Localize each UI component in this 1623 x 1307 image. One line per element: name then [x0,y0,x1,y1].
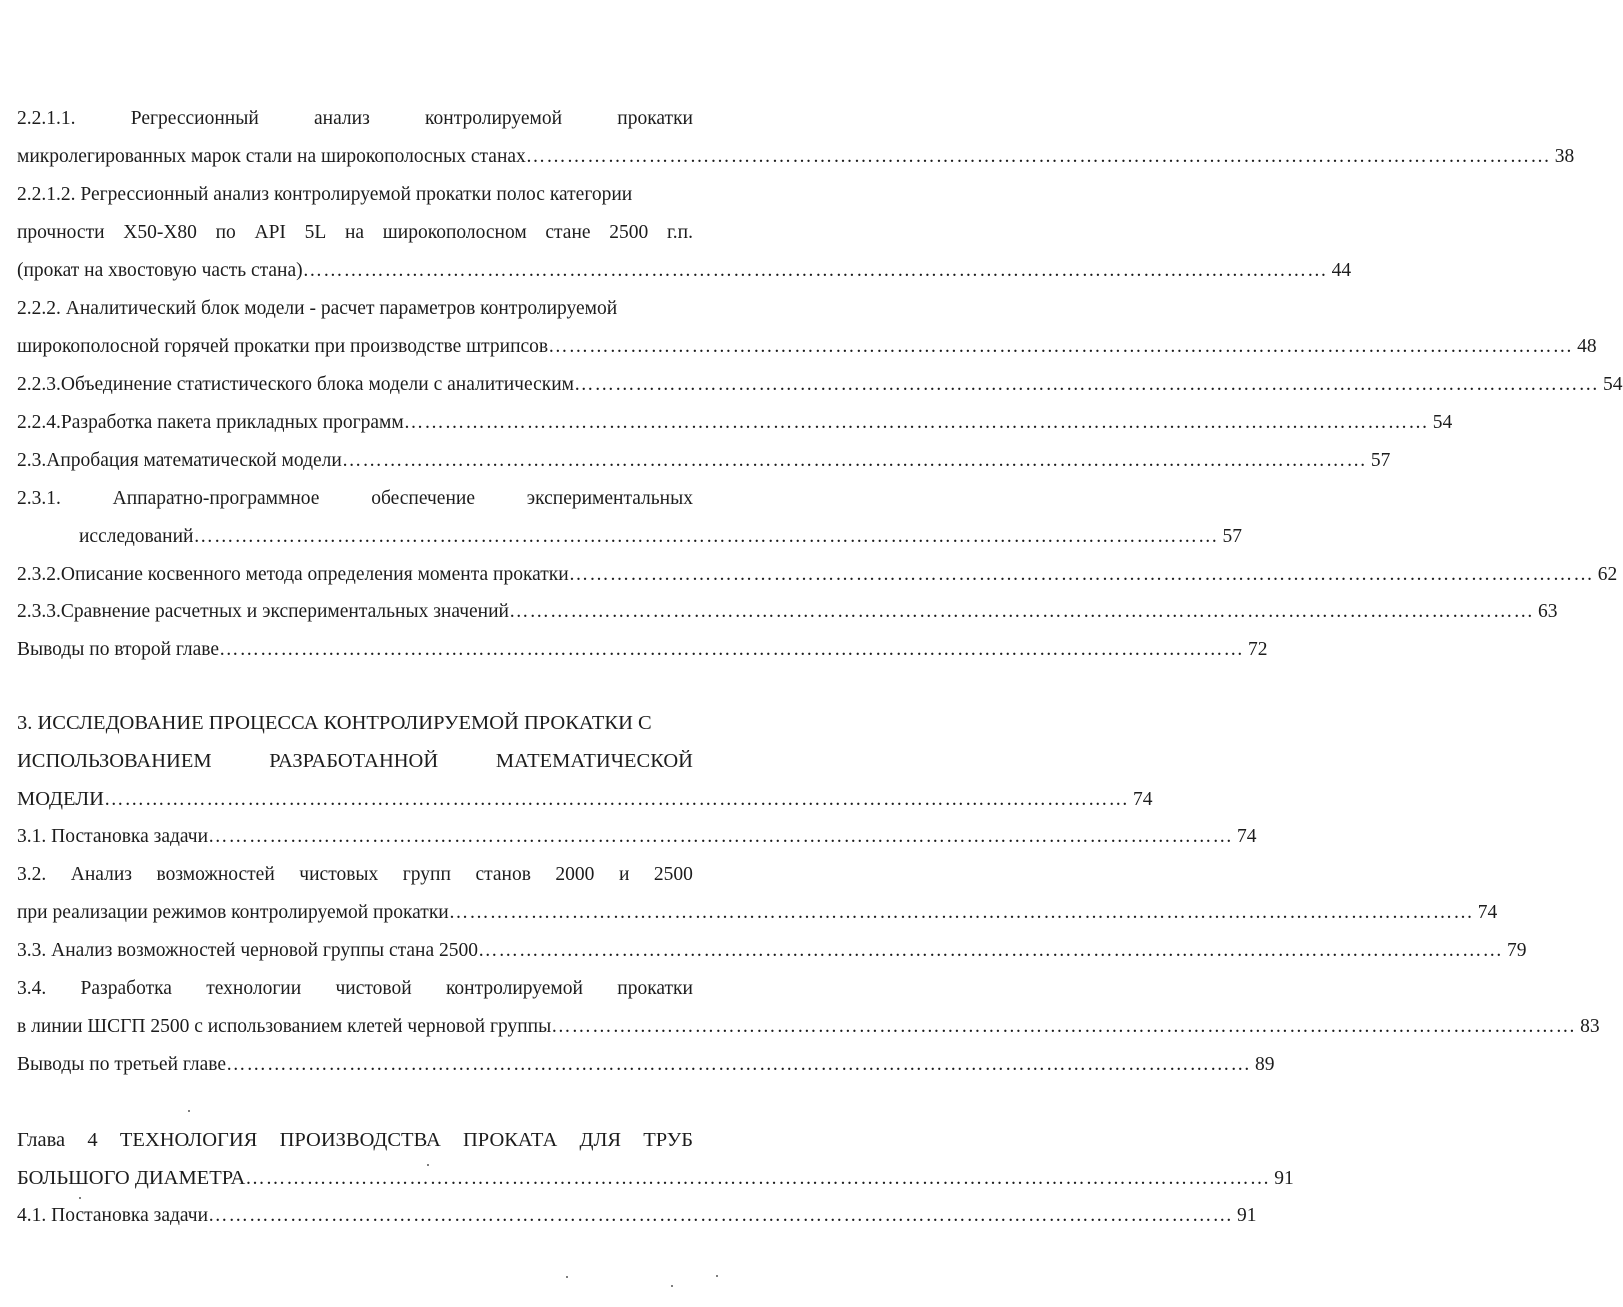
scan-speck [671,1285,673,1287]
toc-entry-2-2-3 [17,372,1623,398]
leader-dots [193,524,1218,550]
toc-title: 4.1. Постановка задачи [17,1205,209,1226]
toc-page-number: 74 [1237,826,1257,847]
toc-chapter-3-line2 [17,748,693,774]
leader-dots [404,410,1429,436]
toc-word: и [618,864,630,885]
toc-word: 2500 [609,222,649,243]
toc-word: 5L [304,222,327,243]
toc-entry-2-3-1-line2 [79,524,1242,550]
leader-dots [104,787,1129,813]
toc-word: прокатки [617,108,693,129]
toc-word: Разработка [80,978,172,999]
toc-entry-3-4-line1 [17,976,693,1002]
toc-page-number: 62 [1597,564,1618,585]
toc-word: контролируемой [445,978,583,999]
toc-title: в линии ШСГП 2500 с использованием клетей черновой группы [17,1016,552,1037]
toc-word: Х50-Х80 [123,222,197,243]
toc-entry-2-2-2-line1 [17,296,693,322]
toc-title: исследований [79,526,194,547]
toc-number: 2.3.3. [17,601,61,622]
chapter-title: МОДЕЛИ [17,788,104,810]
toc-title: 3.1. Постановка задачи [17,826,209,847]
leader-dots [574,372,1599,398]
toc-chapter-3-line1 [17,710,693,736]
scan-speck [79,1197,81,1199]
toc-entry-2-3-2 [17,562,1618,588]
toc-title: Объединение статистического блока модели с аналитическим [60,374,575,395]
leader-dots [548,334,1573,360]
toc-title: при реализации режимов контролируемой прокатки [17,902,449,923]
leader-dots [226,1052,1251,1078]
toc-number: 2.2.1.1. [17,108,76,129]
toc-page-number: 91 [1274,1168,1294,1189]
scan-speck [188,1110,190,1112]
toc-word: групп [402,864,451,885]
toc-page-number: 63 [1538,601,1558,622]
toc-entry-2-2-1-1-line2 [17,144,1575,170]
toc-entry-conclusions-ch2 [17,637,1268,663]
toc-chapter-4-line2 [17,1165,1294,1192]
leader-dots [478,938,1503,964]
toc-page-number: 54 [1603,374,1623,395]
chapter-word: ТЕХНОЛОГИЯ [119,1129,258,1151]
chapter-word: ТРУБ [643,1129,693,1151]
toc-entry-2-3-3 [17,599,1558,625]
chapter-word: ДЛЯ [579,1129,622,1151]
toc-entry-2-2-1-1-line1 [17,106,693,132]
toc-chapter-4-line1 [17,1127,693,1153]
toc-entry-2-2-1-2-line2 [17,220,693,246]
toc-word: прочности [17,222,105,243]
leader-dots [526,144,1551,170]
chapter-word: РАЗРАБОТАННОЙ [269,750,439,772]
toc-number: 3.4. [17,978,47,999]
toc-title: Апробация математической модели [46,450,342,471]
toc-page-number: 54 [1432,412,1453,433]
toc-chapter-3-line3 [17,786,1153,813]
toc-word: чистовых [299,864,379,885]
toc-entry-3-1 [17,824,1257,850]
toc-entry-2-2-1-2-line3 [17,258,1352,284]
chapter-word: ПРОИЗВОДСТВА [279,1129,441,1151]
toc-number: 2.3.1. [17,488,61,509]
toc-number: 2.2.4. [17,412,61,433]
chapter-word: ПРОКАТА [463,1129,558,1151]
toc-page-number: 74 [1132,789,1153,810]
toc-word: на [345,222,365,243]
toc-word: анализ [314,108,370,129]
toc-title: 2.2.1.2. Регрессионный анализ контролируемой прокатки полос категории [17,184,633,205]
leader-dots [509,599,1534,625]
chapter-word: МАТЕМАТИЧЕСКОЙ [495,750,693,772]
toc-word: контролируемой [425,108,563,129]
toc-entry-conclusions-ch3 [17,1052,1275,1078]
toc-title: Сравнение расчетных и экспериментальных значений [60,601,509,622]
toc-page-number: 91 [1237,1205,1257,1226]
toc-word: широкополосном [382,222,527,243]
toc-word: технологии [206,978,302,999]
toc-word: API [254,222,286,243]
leader-dots [245,1166,1270,1192]
leader-dots [569,562,1594,588]
toc-entry-2-3-1-line1 [17,486,693,512]
toc-word: обеспечение [371,488,475,509]
toc-entry-3-2-line1 [17,862,693,888]
leader-dots [449,900,1474,926]
toc-page-number: 83 [1580,1016,1600,1037]
toc-number: 2.2.3. [17,374,61,395]
toc-page-number: 57 [1370,450,1391,471]
toc-entry-2-2-2-line2 [17,334,1597,360]
toc-entry-2-2-4 [17,410,1453,436]
toc-entry-2-3 [17,448,1391,474]
toc-page-number: 74 [1477,902,1498,923]
scan-speck [427,1164,429,1166]
toc-word: экспериментальных [526,488,693,509]
leader-dots [551,1014,1576,1040]
toc-entry-2-2-1-2-line1 [17,182,693,208]
leader-dots [342,448,1367,474]
toc-entry-4-1 [17,1203,1257,1229]
leader-dots [208,1203,1233,1229]
toc-page-number: 57 [1222,526,1242,547]
leader-dots [219,637,1244,663]
toc-number: 3.2. [17,864,47,885]
toc-page-number: 48 [1577,336,1597,357]
toc-word: Анализ [70,864,132,885]
toc-word: Регрессионный [130,108,259,129]
scan-speck [566,1276,568,1278]
toc-page-number: 79 [1507,940,1527,961]
toc-word: Аппаратно-программное [112,488,320,509]
toc-word: по [215,222,236,243]
toc-title: Выводы по второй главе [17,639,220,660]
toc-title: Выводы по третьей главе [17,1054,227,1075]
toc-title: микролегированных марок стали на широкополосных станах [17,146,526,167]
toc-word: 2000 [555,864,595,885]
toc-title: Описание косвенного метода определения момента прокатки [60,564,569,585]
toc-word: 2500 [653,864,693,885]
toc-title: 2.2.2. Аналитический блок модели - расчет параметров контролируемой [17,298,618,319]
toc-page-number: 72 [1248,639,1268,660]
chapter-word: ИСПОЛЬЗОВАНИЕМ [17,750,212,772]
toc-word: чистовой [335,978,412,999]
toc-title: 3.3. Анализ возможностей черновой группы стана 2500 [17,940,479,961]
chapter-title: БОЛЬШОГО ДИАМЕТРА [17,1167,246,1189]
toc-entry-3-4-line2 [17,1014,1600,1040]
toc-word: прокатки [617,978,693,999]
toc-word: возможностей [156,864,275,885]
toc-title: Разработка пакета прикладных программ [60,412,404,433]
toc-title: широкополосной горячей прокатки при производстве штрипсов [17,336,549,357]
toc-word: станов [475,864,531,885]
toc-page-number: 89 [1255,1054,1275,1075]
toc-entry-3-2-line2 [17,900,1498,926]
toc-number: 2.3. [17,450,47,471]
toc-word: г.п. [666,222,693,243]
toc-number: 2.3.2. [17,564,61,585]
scan-speck [716,1275,718,1277]
chapter-word: Глава [17,1129,66,1151]
toc-title: (прокат на хвостовую часть стана) [17,260,303,281]
chapter-title: 3. ИССЛЕДОВАНИЕ ПРОЦЕССА КОНТРОЛИРУЕМОЙ ПРОКАТКИ С [17,712,652,734]
leader-dots [303,258,1328,284]
toc-page-number: 44 [1331,260,1352,281]
toc-entry-3-3 [17,938,1527,964]
chapter-word: 4 [87,1129,98,1151]
toc-page-number: 38 [1554,146,1575,167]
toc-word: стане [545,222,591,243]
leader-dots [208,824,1233,850]
